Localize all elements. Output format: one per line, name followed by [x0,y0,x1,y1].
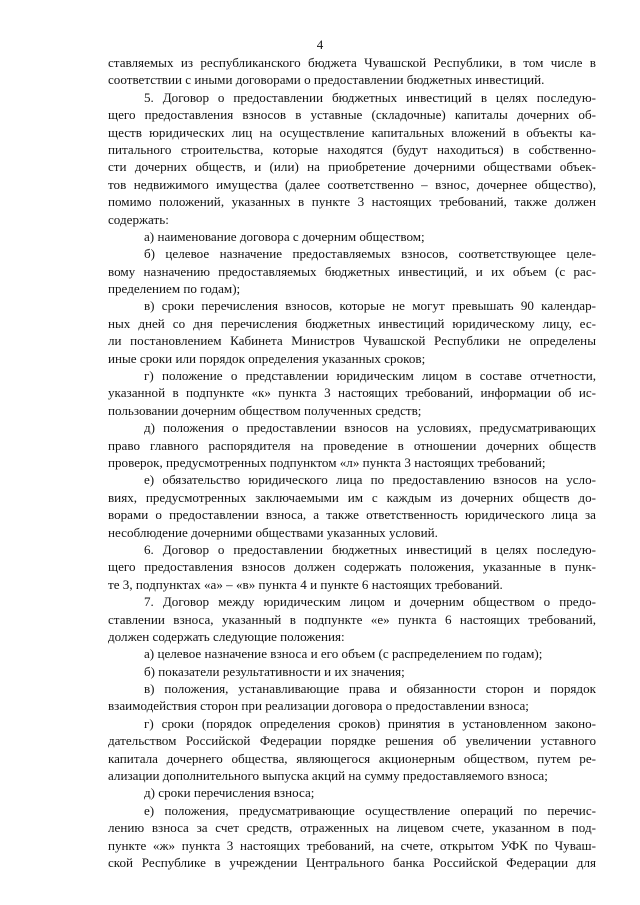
text-line: 5. Договор о предоставлении бюджетных инвестиций в целях последую- [144,89,596,105]
text-line: а) целевое назначение взноса и его объем (с распределением по годам); [144,646,543,662]
text-line: ных дней со дня перечисления бюджетных инвестиций юридическому лицу, ес- [108,315,596,331]
text-line: б) целевое назначение предоставляемых взносов, соответствующее целе- [144,246,596,262]
text-line: иные сроки или порядок определения указанных сроков; [108,350,426,366]
text-line: соответствии с иными договорами о предоставлении бюджетных инвестиций. [108,72,545,88]
text-line: должен содержать следующие положения: [108,628,345,644]
text-line: проверок, предусмотренных подпунктом «л» пункта 3 настоящих требований; [108,454,546,470]
text-line: ставлении взноса, указанный в подпункте «е» пункта 6 настоящих требований, [108,611,596,627]
document-body [108,54,596,871]
text-line: пределением по годам); [108,281,241,297]
text-line: содержать: [108,211,169,227]
text-line: г) положение о представлении юридическим лицом в составе отчетности, [144,368,596,384]
text-line: дательством Российской Федерации порядке решения об увеличении уставного [108,733,596,749]
text-line: б) показатели результативности и их значения; [144,663,405,679]
text-line: пользовании дочерним обществом полученных средств; [108,402,422,418]
text-line: взаимодействия сторон при реализации договора о предоставлении взноса; [108,698,529,714]
text-line: тов недвижимого имущества (далее соответственно – взнос, дочернее общество), [108,176,596,192]
text-line: питального строительства, которые находятся (будут находиться) в собственно- [108,141,596,157]
text-line: д) сроки перечисления взноса; [144,785,315,801]
text-line: г) сроки (порядок определения сроков) принятия в установленном законо- [144,715,596,731]
text-line: щего предоставления взносов должен содержать положения, указанные в пунк- [108,559,596,575]
text-line: ществ юридических лиц на осуществление капитальных вложений в объекты ка- [108,124,596,140]
text-line: помимо положений, указанных в пункте 3 настоящих требований, также должен [108,194,596,210]
text-line: ставляемых из республиканского бюджета Чувашской Республики, в том числе в [108,55,596,70]
page-number: 4 [316,37,324,52]
text-line: капитала дочернего общества, являющегося акционерным обществом, путем ре- [108,750,596,766]
text-line: сти дочерних обществ, и (или) на приобретение дочерними обществами объек- [108,159,596,175]
text-line: пункте «ж» пункта 3 настоящих требований, на счете, открытом УФК по Чуваш- [108,837,596,853]
text-line: ли постановлением Кабинета Министров Чувашской Республики не определены [108,333,596,349]
text-line: ской Республике в учреждении Центрального банка Российской Федерации для [108,854,596,870]
text-line: ворами о предоставлении взноса, а также ответственность юридического лица за [108,507,596,523]
text-line: 6. Договор о предоставлении бюджетных инвестиций в целях последую- [144,541,596,557]
text-line: несоблюдение дочерними обществами указанных условий. [108,524,438,540]
text-line: 7. Договор между юридическим лицом и дочерним обществом о предо- [144,594,596,610]
text-line: вому назначению предоставляемых бюджетных инвестиций, и их объем (с рас- [108,263,596,279]
text-line: указанной в подпункте «к» пункта 3 настоящих требований, информации об ис- [108,385,596,401]
text-line: право главного распорядителя на проведение в отношении дочерних обществ [108,437,596,453]
text-line: те 3, подпунктах «а» – «в» пункта 4 и пункте 6 настоящих требований. [108,576,503,592]
text-line: щего предоставления взносов в уставные (складочные) капиталы дочерних об- [108,107,596,123]
text-line: лению взноса за счет средств, отраженных на лицевом счете, указанном в под- [108,820,596,836]
text-line: е) положения, предусматривающие осуществление операций по перечис- [144,802,596,818]
text-line: е) обязательство юридического лица по предоставлению взносов на усло- [144,472,596,488]
text-line: ализации дополнительного выпуска акций на сумму предоставляемого взноса; [108,768,548,784]
text-line: в) положения, устанавливающие права и обязанности сторон и порядок [144,681,596,697]
text-line: д) положения о предоставлении взносов на условиях, предусматривающих [144,420,596,436]
text-line: а) наименование договора с дочерним обществом; [144,228,425,244]
text-line: виях, предусмотренных заключаемыми им с каждым из дочерних обществ до- [108,489,596,505]
text-line: в) сроки перечисления взносов, которые не могут превышать 90 календар- [144,298,596,314]
